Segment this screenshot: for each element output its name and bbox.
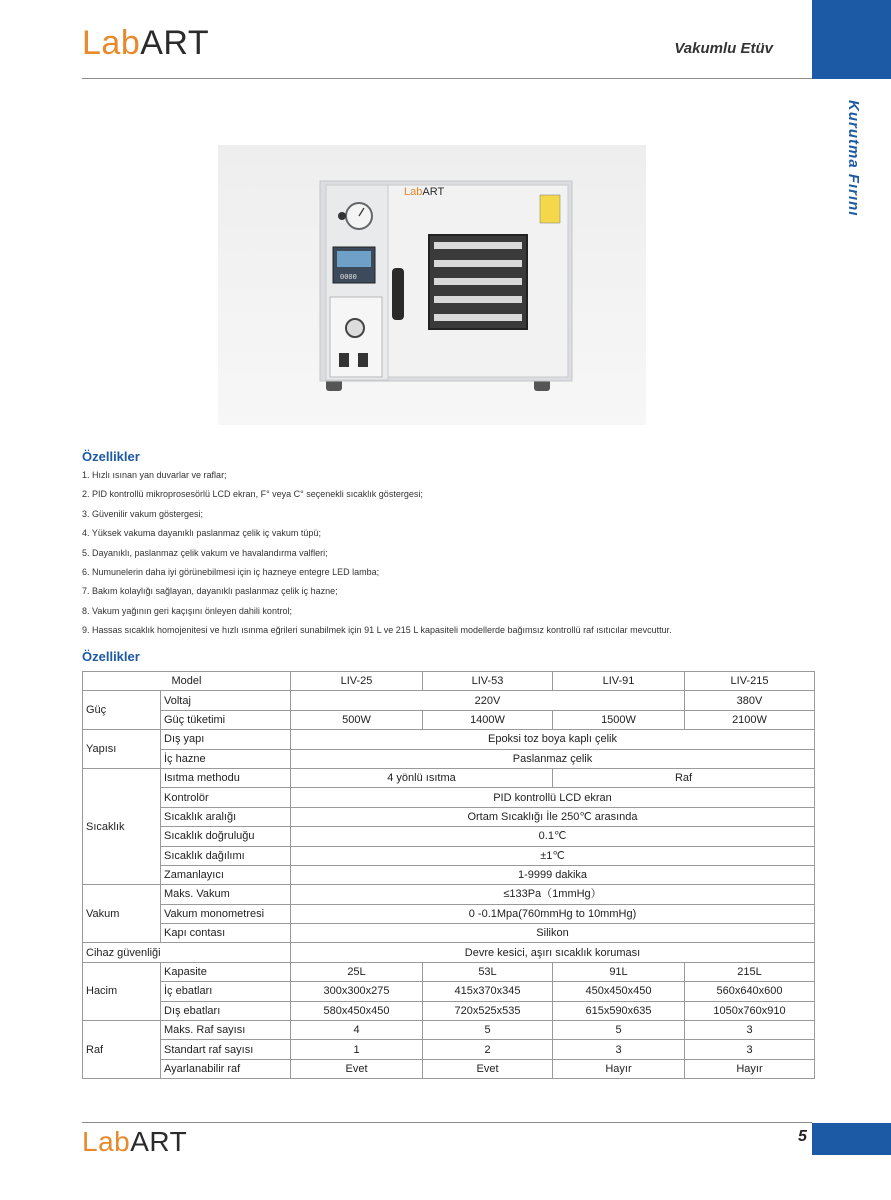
table-row [83, 924, 815, 943]
row-label: Güç tüketimi [161, 710, 291, 729]
shelf [434, 314, 522, 321]
page-number: 5 [798, 1128, 807, 1145]
table-cell: Raf [553, 768, 815, 787]
table-cell: 3 [553, 1040, 685, 1059]
valve-knob-icon [338, 212, 346, 220]
lamp-switch-icon [358, 353, 368, 367]
logo-art-text: ART [130, 1126, 188, 1157]
feature-item: 4. Yüksek vakuma dayanıklı paslanmaz çelik iç vakum tüpü; [82, 528, 321, 539]
table-row [83, 904, 815, 923]
row-label: İç ebatları [161, 982, 291, 1001]
row-label: Vakum monometresi [161, 904, 291, 923]
row-label: Voltaj [161, 691, 291, 710]
table-cell: Epoksi toz boya kaplı çelik [291, 730, 815, 749]
feature-item: 1. Hızlı ısınan yan duvarlar ve raflar; [82, 470, 227, 480]
logo-art-text: ART [140, 24, 210, 62]
shelf [434, 242, 522, 249]
table-cell: 1 [291, 1040, 423, 1059]
table-cell: 4 yönlü ısıtma [291, 768, 553, 787]
table-row [83, 943, 815, 962]
specs-heading: Özellikler [82, 649, 140, 664]
group-label: Sıcaklık [83, 768, 161, 884]
table-cell: 560x640x600 [685, 982, 815, 1001]
model-cell: LIV-215 [685, 672, 815, 691]
table-cell: 3 [685, 1021, 815, 1040]
group-label: Güç [83, 691, 161, 730]
table-cell: Hayır [685, 1059, 815, 1078]
footer-logo [82, 1126, 187, 1158]
table-cell: Paslanmaz çelik [291, 749, 815, 768]
table-cell: 1500W [553, 710, 685, 729]
row-label: Standart raf sayısı [161, 1040, 291, 1059]
row-label: Maks. Vakum [161, 885, 291, 904]
table-row [83, 1040, 815, 1059]
power-switch-icon [339, 353, 349, 367]
brand-logo [82, 24, 209, 63]
group-label: Cihaz güvenliği [83, 943, 291, 962]
table-cell: Hayır [553, 1059, 685, 1078]
table-cell: 300x300x275 [291, 982, 423, 1001]
category-side-label: Kurutma Fırını [845, 100, 862, 217]
model-cell: LIV-91 [553, 672, 685, 691]
shelf [434, 296, 522, 303]
table-row [83, 1001, 815, 1020]
shelf [434, 260, 522, 267]
table-cell: 53L [423, 962, 553, 981]
model-cell: LIV-25 [291, 672, 423, 691]
feature-item: 6. Numunelerin daha iyi görünebilmesi için iç hazneye entegre LED lamba; [82, 566, 380, 577]
table-cell: 4 [291, 1021, 423, 1040]
row-label: Kontrolör [161, 788, 291, 807]
group-label: Hacim [83, 962, 161, 1020]
table-cell: Silikon [291, 924, 815, 943]
table-cell: Devre kesici, aşırı sıcaklık koruması [291, 943, 815, 962]
row-label: İç hazne [161, 749, 291, 768]
oven-logo-art: ART [422, 186, 445, 198]
oven-logo-lab: Lab [404, 186, 423, 198]
table-cell: 215L [685, 962, 815, 981]
model-cell: LIV-53 [423, 672, 553, 691]
row-label: Sıcaklık dağılımı [161, 846, 291, 865]
table-row [83, 710, 815, 729]
vent-valve-icon [346, 319, 364, 337]
feature-item: 9. Hassas sıcaklık homojenitesi ve hızlı ısınma eğrileri sunabilmek için 91 L ve 215 L kapasiteli modellerde bağımsız kontrollü raf ısıtıcılar mevcuttur. [82, 625, 672, 636]
logo-lab-text: Lab [82, 1126, 131, 1157]
feature-item: 8. Vakum yağının geri kaçışını önleyen dahili kontrol; [82, 605, 292, 616]
footer-divider [82, 1122, 812, 1123]
table-cell: Ortam Sıcaklığı İle 250℃ arasında [291, 807, 815, 826]
table-cell: 220V [291, 691, 685, 710]
row-label: Kapasite [161, 962, 291, 981]
row-label: Sıcaklık aralığı [161, 807, 291, 826]
table-cell: 615x590x635 [553, 1001, 685, 1020]
table-cell: Evet [291, 1059, 423, 1078]
table-cell: 2 [423, 1040, 553, 1059]
table-row [83, 885, 815, 904]
table-cell: 91L [553, 962, 685, 981]
table-cell: 2100W [685, 710, 815, 729]
table-row [83, 1059, 815, 1078]
row-label: Zamanlayıcı [161, 865, 291, 884]
row-label: Maks. Raf sayısı [161, 1021, 291, 1040]
features-heading: Özellikler [82, 449, 140, 464]
table-cell: 580x450x450 [291, 1001, 423, 1020]
table-row [83, 846, 815, 865]
door-handle [392, 268, 404, 320]
table-cell: 5 [423, 1021, 553, 1040]
row-label: Isıtma methodu [161, 768, 291, 787]
table-row [83, 865, 815, 884]
table-row [83, 672, 815, 691]
shelf [434, 278, 522, 285]
logo-lab-text: Lab [82, 24, 141, 62]
header-accent-block [812, 0, 891, 79]
table-row [83, 807, 815, 826]
table-cell: 1050x760x910 [685, 1001, 815, 1020]
table-cell: 1-9999 dakika [291, 865, 815, 884]
table-row [83, 730, 815, 749]
row-label: Sıcaklık doğruluğu [161, 827, 291, 846]
vacuum-oven-illustration [218, 145, 646, 425]
table-cell: 720x525x535 [423, 1001, 553, 1020]
header-divider [82, 78, 812, 79]
footer-accent-block [812, 1123, 891, 1155]
features-list [82, 466, 672, 641]
table-row [83, 982, 815, 1001]
row-label: Dış ebatları [161, 1001, 291, 1020]
group-label: Vakum [83, 885, 161, 943]
table-cell: 500W [291, 710, 423, 729]
feature-item: 7. Bakım kolaylığı sağlayan, dayanıklı paslanmaz çelik iç hazne; [82, 586, 338, 597]
table-cell: 450x450x450 [553, 982, 685, 1001]
document-title: Vakumlu Etüv [674, 40, 773, 57]
table-cell: 1400W [423, 710, 553, 729]
feature-item: 3. Güvenilir vakum göstergesi; [82, 508, 204, 519]
table-cell: 5 [553, 1021, 685, 1040]
feature-item: 5. Dayanıklı, paslanmaz çelik vakum ve havalandırma valfleri; [82, 547, 328, 558]
table-row [83, 749, 815, 768]
table-row [83, 788, 815, 807]
table-row [83, 768, 815, 787]
table-row [83, 1021, 815, 1040]
lcd-screen [337, 251, 371, 267]
table-row [83, 691, 815, 710]
table-row [83, 962, 815, 981]
table-cell: 380V [685, 691, 815, 710]
oven-logo [404, 186, 444, 198]
table-cell: 3 [685, 1040, 815, 1059]
lcd-display-value: 0000 [340, 274, 357, 282]
table-cell: 25L [291, 962, 423, 981]
warning-label [540, 195, 560, 223]
spec-table [82, 671, 815, 1079]
table-cell: ±1℃ [291, 846, 815, 865]
group-label: Yapısı [83, 730, 161, 769]
table-row [83, 827, 815, 846]
row-label: Dış yapı [161, 730, 291, 749]
row-label: Ayarlanabilir raf [161, 1059, 291, 1078]
row-label: Kapı contası [161, 924, 291, 943]
group-label: Raf [83, 1021, 161, 1079]
feature-item: 2. PID kontrollü mikroprosesörlü LCD ekran, F° veya C° seçenekli sıcaklık göstergesi; [82, 489, 423, 500]
model-header: Model [83, 672, 291, 691]
table-cell: 0.1℃ [291, 827, 815, 846]
table-cell: 0 -0.1Mpa(760mmHg to 10mmHg) [291, 904, 815, 923]
table-cell: PID kontrollü LCD ekran [291, 788, 815, 807]
product-photo [218, 145, 646, 425]
table-cell: Evet [423, 1059, 553, 1078]
table-cell: ≤133Pa（1mmHg） [291, 885, 815, 904]
table-cell: 415x370x345 [423, 982, 553, 1001]
